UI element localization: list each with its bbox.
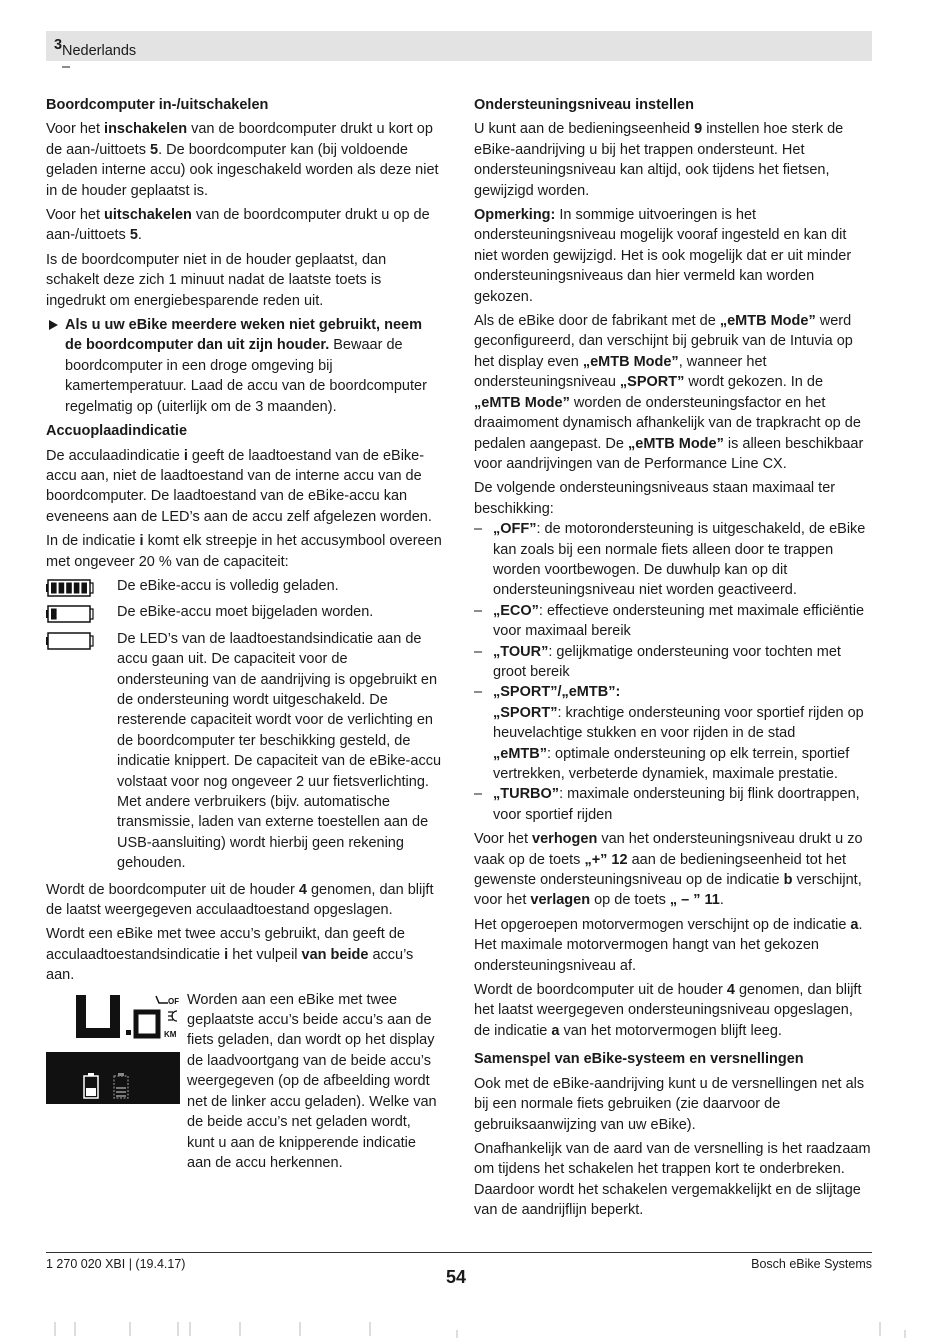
battery-level-list xyxy=(46,576,442,874)
support-level-item xyxy=(474,682,872,784)
section-title-gears: Samenspel van eBike-systeem en versnellingen xyxy=(474,1051,804,1068)
paragraph: Voor het verhogen van het ondersteuningsniveau drukt u zo vaak op de toets „+” 12 aan de bedieningseenheid tot het gewenste ondersteuningsniveau op de indicatie b verschijnt, voor het verlagen op de toets „ – ” 11. xyxy=(474,831,863,909)
battery-level-row xyxy=(46,629,442,874)
footer-publisher: Bosch eBike Systems xyxy=(751,1257,872,1271)
header-language: Nederlands – xyxy=(62,43,137,75)
section-title-power: Boordcomputer in-/uitschakelen xyxy=(46,97,269,113)
paragraph: Als de eBike door de fabrikant met de „eMTB Mode” werd geconfigureerd, dan verschijnt bij gebruik van de Intuvia op het display even „eMTB Mode”, wanneer het ondersteuningsniveau „SPORT” wordt gekozen. In de „eMTB Mode” worden de ondersteuningsfactor en het draaimoment dynamisch afhankelijk van de trapkracht op de pedalen aangepast. De „eMTB Mode” is alleen beschikbaar voor aandrijvingen van de Performance Line CX. xyxy=(474,313,864,472)
paragraph: Wordt een eBike met twee accu’s gebruikt, dan geeft de acculaadtoestandsindicatie i het vulpeil van beide accu’s aan. xyxy=(46,926,414,984)
dash-bullet: – xyxy=(474,602,483,619)
support-level-item xyxy=(474,784,872,825)
section-title-support: Ondersteuningsniveau instellen xyxy=(474,97,694,113)
paragraph: Voor het inschakelen van de boordcomputer drukt u kort op de aan-/uittoets 5. De boordcomputer kan (bij voldoende geladen interne accu) ook ingeschakeld worden als deze niet in de houder geplaatst is. xyxy=(46,121,439,199)
support-level-item xyxy=(474,642,872,683)
dual-battery-text: Worden aan een eBike met twee geplaatste accu’s beide accu’s aan de fiets geladen, dan wordt op het display de laadvoortgang van de beide accu’s weergegeven (op de afbeelding wordt net de linker accu geladen). Welke van de beide accu’s net geladen wordt, kunt u aan de knipperende indicatie aan de accu herkennen. xyxy=(187,991,437,1171)
page-number: 54 xyxy=(446,1267,467,1287)
paragraph: Onafhankelijk van de aard van de versnelling is het raadzaam om tijdens het schakelen het trappen kort te onderbreken. Daardoor wordt het schakelen vergemakkelijkt en de slijtage van de aandrijflijn beperkt. xyxy=(474,1140,871,1219)
left-column xyxy=(46,95,442,1174)
battery-level-text: De eBike-accu moet bijgeladen worden. xyxy=(117,604,374,621)
support-level-text: „SPORT”/„eMTB”: „SPORT”: krachtige ondersteuning voor sportief rijden op heuvelachtige stukken en voor rijden in de stad „eMTB”: optimale ondersteuning op elk terrein, sportief vertrekken, verbeterde dynamiek, maximale prestatie. xyxy=(493,684,864,782)
paragraph: Is de boordcomputer niet in de houder geplaatst, dan schakelt deze zich 1 minuut nadat de laatste toets is ingedrukt om energiebesparende reden uit. xyxy=(46,251,387,309)
support-level-text: „TURBO”: maximale ondersteuning bij flink doortrappen, voor sportief rijden xyxy=(493,786,860,823)
paragraph: Wordt de boordcomputer uit de houder 4 genomen, dan blijft de laatst weergegeven acculaadtoestand opgeslagen. xyxy=(46,881,434,919)
right-column xyxy=(474,95,872,1225)
dual-battery-block xyxy=(46,990,442,1170)
battery-level-text: De eBike-accu is volledig geladen. xyxy=(117,577,339,594)
triangle-bullet-icon xyxy=(49,320,58,330)
battery-segment xyxy=(74,582,80,593)
battery-level-row xyxy=(46,602,442,622)
dash-bullet: – xyxy=(474,786,483,803)
support-level-item xyxy=(474,601,872,642)
paragraph: Ook met de eBike-aandrijving kunt u de versnellingen net als bij een normale fiets gebruiken (zie daarvoor de gebruiksaanwijzing van uw eBike). xyxy=(474,1075,865,1133)
battery-icon xyxy=(46,579,94,597)
display-of-label: OF xyxy=(168,996,180,1006)
section-title-battery: Accuoplaadindicatie xyxy=(46,423,188,440)
paragraph: In de indicatie i komt elk streepje in het accusymbool overeen met ongeveer 20 % van de capaciteit: xyxy=(46,533,442,570)
paragraph: Het opgeroepen motorvermogen verschijnt op de indicatie a. Het maximale motorvermogen hangt van het gekozen ondersteuningsniveau af. xyxy=(474,916,863,974)
dash-bullet: – xyxy=(474,684,483,701)
battery-segment xyxy=(51,609,57,620)
dash-bullet: – xyxy=(474,521,483,538)
safety-note-text: Als u uw eBike meerdere weken niet gebruikt, neem de boordcomputer dan uit zijn houder. Bewaar de boordcomputer in een droge omgeving bij kamertemperatuur. Laad de accu van de boordcomputer regelmatig op (uiterlijk om de 3 maanden). xyxy=(65,317,427,415)
dash-bullet: – xyxy=(474,643,483,660)
battery-segment xyxy=(81,582,87,593)
support-level-text: „TOUR”: gelijkmatige ondersteuning voor tochten met groot bereik xyxy=(493,643,841,680)
footer-divider xyxy=(46,1252,872,1253)
battery-level-text: De LED’s van de laadtoestandsindicatie aan de accu gaan uit. De capaciteit voor de ondersteuning van de aandrijving is opgebruikt en de ondersteuning wordt uitgeschakeld. De resterende capaciteit wordt voor de verlichting en de boordcomputer ter beschikking gesteld, de indicatie knippert. De capaciteit van de eBike-accu volstaat voor nog ongeveer 2 uur fietsverlichting. Met andere verbruikers (bijv. automatische transmissie, laden van externe toestellen aan de USB-aansluiting) wordt hierbij geen rekening gehouden. xyxy=(117,630,442,872)
paragraph: Wordt de boordcomputer uit de houder 4 genomen, dan blijft het laatst weergegeven ondersteuningsniveau opgeslagen, de indicatie a van het motorvermogen blijft leeg. xyxy=(474,982,862,1039)
support-level-item xyxy=(474,519,872,601)
battery-segment xyxy=(66,582,72,593)
battery-segment xyxy=(59,582,65,593)
header-label xyxy=(54,37,137,75)
support-level-text: „ECO”: effectieve ondersteuning met maximale efficiëntie voor maximaal bereik xyxy=(493,602,865,640)
support-level-text: „OFF”: de motorondersteuning is uitgeschakeld, de eBike kan zoals bij een normale fiets alleen door te trappen worden voortbewogen. De duwhulp kan op dit ondersteuningsniveau niet worden geactiveerd. xyxy=(493,521,866,599)
page-header-bar xyxy=(46,31,872,75)
paragraph: U kunt aan de bedieningseenheid 9 instellen hoe sterk de eBike-aandrijving u bij het trappen ondersteunt. Het ondersteuningsniveau kan altijd, ook tijdens het fietsen, gewijzigd worden. xyxy=(474,121,844,199)
support-level-list xyxy=(474,519,872,825)
battery-level-row xyxy=(46,576,442,596)
paragraph: De volgende ondersteuningsniveaus staan maximaal ter beschikking: xyxy=(474,480,836,517)
paragraph: Voor het uitschakelen van de boordcomputer drukt u op de aan-/uittoets 5. xyxy=(46,207,430,244)
battery-segment xyxy=(51,582,57,593)
battery-icon xyxy=(46,605,94,623)
display-illustration xyxy=(46,992,180,1104)
paragraph: Opmerking: In sommige uitvoeringen is het ondersteuningsniveau mogelijk vooraf ingesteld en kan dit niet worden gewijzigd. Het is ook mogelijk dat er uit minder ondersteuningsniveaus dan hier vermeld kan worden gekozen. xyxy=(474,207,852,305)
battery-icon xyxy=(46,632,94,650)
crop-marks xyxy=(0,1318,950,1340)
display-km-label: KM xyxy=(164,1029,177,1039)
paragraph: De acculaadindicatie i geeft de laadtoestand van de eBike-accu aan, niet de laadtoestand van de interne accu van de boordcomputer. De laadtoestand van de eBike-accu kan eveneens aan de LED’s aan de accu zelf afgelezen worden. xyxy=(46,447,432,525)
footer-document-id: 1 270 020 XBI | (19.4.17) xyxy=(46,1257,186,1271)
header-page-number: 3 xyxy=(54,37,63,53)
safety-note xyxy=(46,315,442,417)
